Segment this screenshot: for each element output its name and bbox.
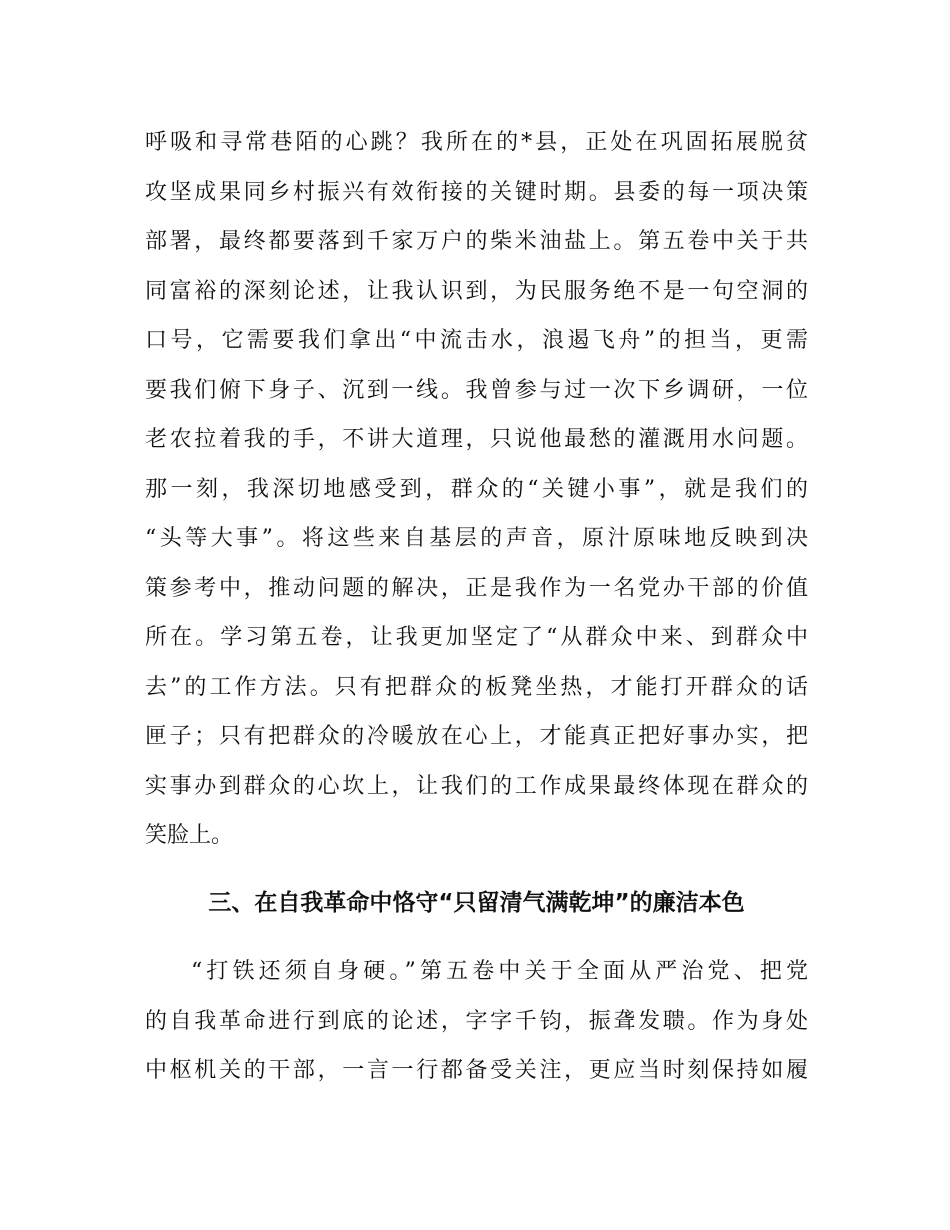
paragraph-public-service bbox=[145, 118, 808, 861]
paragraph-self-revolution bbox=[145, 947, 808, 1096]
text-line: 笑脸上。 bbox=[145, 823, 234, 848]
text-line: 呼吸和寻常巷陌的心跳？我所在的*县，正处在巩固拓展脱贫 bbox=[145, 130, 808, 155]
text-line: 攻坚成果同乡村振兴有效衔接的关键时期。县委的每一项决策 bbox=[145, 179, 808, 205]
text-line: “打铁还须自身硬。”第五卷中关于全面从严治党、把党 bbox=[191, 959, 808, 984]
text-line: 部署，最终都要落到千家万户的柴米油盐上。第五卷中关于共 bbox=[145, 229, 808, 254]
section-heading: 三、在自我革命中恪守“只留清气满乾坤”的廉洁本色 bbox=[208, 890, 745, 916]
text-line: 中枢机关的干部，一言一行都备受关注，更应当时刻保持如履 bbox=[145, 1058, 808, 1083]
text-line: 同富裕的深刻论述，让我认识到，为民服务绝不是一句空洞的 bbox=[145, 278, 808, 304]
text-line: 老农拉着我的手，不讲大道理，只说他最愁的灌溉用水问题。 bbox=[145, 427, 808, 452]
text-line: 去”的工作方法。只有把群众的板凳坐热，才能打开群众的话 bbox=[145, 674, 808, 700]
text-line: 那一刻，我深切地感受到，群众的“关键小事”，就是我们的 bbox=[145, 476, 808, 502]
text-line: 实事办到群众的心坎上，让我们的工作成果最终体现在群众的 bbox=[145, 773, 808, 799]
text-line: 所在。学习第五卷，让我更加坚定了“从群众中来、到群众中 bbox=[145, 625, 808, 650]
text-line: 策参考中，推动问题的解决，正是我作为一名党办干部的价值 bbox=[145, 575, 808, 601]
text-line: 口号，它需要我们拿出“中流击水，浪遏飞舟”的担当，更需 bbox=[145, 328, 808, 353]
text-line: “头等大事”。将这些来自基层的声音，原汁原味地反映到决 bbox=[145, 526, 808, 551]
text-line: 的自我革命进行到底的论述，字字千钧，振聋发聩。作为身处 bbox=[145, 1008, 808, 1034]
text-line: 要我们俯下身子、沉到一线。我曾参与过一次下乡调研，一位 bbox=[145, 377, 808, 403]
text-line: 匣子；只有把群众的冷暖放在心上，才能真正把好事办实，把 bbox=[145, 724, 808, 749]
